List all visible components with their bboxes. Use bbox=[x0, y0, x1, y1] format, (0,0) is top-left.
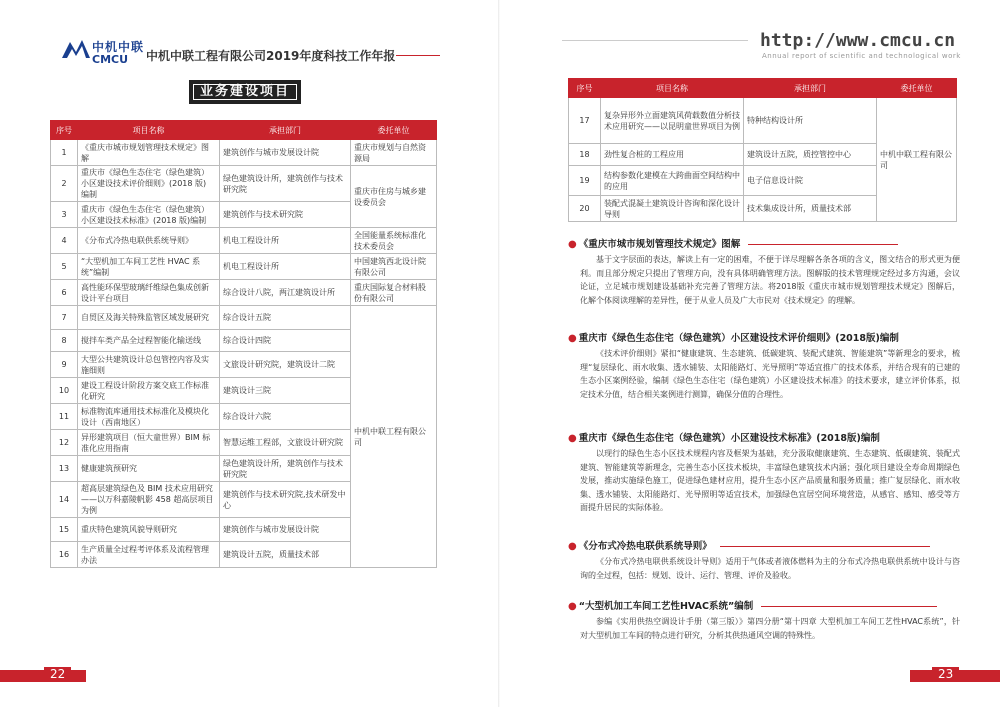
project-name: 重庆特色建筑风貌导则研究 bbox=[78, 518, 220, 542]
row-number: 4 bbox=[51, 228, 78, 254]
project-name: 搅拌车类产品全过程智能化输送线 bbox=[78, 330, 220, 352]
section-body: 《分布式冷热电联供系统设计导则》适用于气体或者液体燃料为主的分布式冷热电联供系统中设计与咨询的全过程，包括：规划、设计、运行、管理、评价及验收。 bbox=[580, 557, 960, 580]
project-name: 《分布式冷热电联供系统导则》 bbox=[78, 228, 220, 254]
bullet-icon: ● bbox=[568, 541, 577, 552]
department: 绿色建筑设计所，建筑创作与技术研究院 bbox=[220, 166, 351, 202]
row-number: 10 bbox=[51, 378, 78, 404]
col-header-name: 项目名称 bbox=[601, 79, 744, 98]
project-name: 标准物流库通用技术标准化及模块化设计（西南地区） bbox=[78, 404, 220, 430]
section-body: 基于文字层面的表达，解读上有一定的困难，不便于详尽理解各条各项的含义，图文结合的形式更为便利。而且部分规定只提出了管理方向，没有具体明确管理方法。图解版的技术管理规定经过多方沟通，会议论证，立足城市规划建设基础补充完善了管理方法。将2018版《重庆市城市规划管理技术规定》图解后，化解个体阅读理解的差异性，便于从业人员及广大市民对《技术规定》的理解。 bbox=[580, 255, 960, 305]
client: 重庆国际复合材料股份有限公司 bbox=[351, 280, 437, 306]
report-subtitle-en: Annual report of scientific and technological work bbox=[762, 52, 961, 60]
row-number: 16 bbox=[51, 542, 78, 568]
project-name: 建设工程设计阶段方案交底工作标准化研究 bbox=[78, 378, 220, 404]
department: 技术集成设计所，质量技术部 bbox=[744, 196, 877, 222]
row-number: 18 bbox=[569, 144, 601, 166]
project-name: 装配式混凝土建筑设计咨询和深化设计导则 bbox=[601, 196, 744, 222]
project-name: “大型机加工车间工艺性 HVAC 系统”编制 bbox=[78, 254, 220, 280]
header-rule bbox=[396, 55, 440, 56]
row-number: 3 bbox=[51, 202, 78, 228]
footer-bar-left bbox=[0, 670, 86, 682]
page-number-left: 22 bbox=[44, 667, 71, 681]
client: 重庆市住房与城乡建设委员会 bbox=[351, 166, 437, 228]
description-section bbox=[568, 598, 960, 642]
department: 绿色建筑设计所，建筑创作与技术研究院 bbox=[220, 456, 351, 482]
table-header-row bbox=[569, 79, 957, 98]
col-header-no: 序号 bbox=[51, 121, 78, 140]
project-name: 重庆市《绿色生态住宅（绿色建筑）小区建设技术评价细则》(2018 版) 编制 bbox=[78, 166, 220, 202]
table-row bbox=[51, 306, 437, 330]
project-name: 自贸区及海关特殊监管区域发展研究 bbox=[78, 306, 220, 330]
website-url: http://www.cmcu.cn bbox=[760, 30, 956, 51]
heading-rule bbox=[720, 546, 930, 547]
section-heading bbox=[568, 236, 960, 250]
project-name: 劲性复合桩的工程应用 bbox=[601, 144, 744, 166]
row-number: 20 bbox=[569, 196, 601, 222]
project-name: 生产质量全过程考评体系及流程管理办法 bbox=[78, 542, 220, 568]
description-section bbox=[568, 330, 960, 401]
table-row bbox=[51, 140, 437, 166]
table-row bbox=[569, 98, 957, 144]
page-number-right: 23 bbox=[932, 667, 959, 681]
department: 建筑创作与技术研究院 bbox=[220, 202, 351, 228]
department: 建筑设计五院，质量技术部 bbox=[220, 542, 351, 568]
section-body: 《技术评价细则》紧扣“健康建筑、生态建筑、低碳建筑、装配式建筑、智能建筑”等新理念的要求，梳理“复层绿化、雨水收集、透水铺装、太阳能路灯、光导照明”等适宜推广的技术体系，并结合现有的已建的生态小区案例经验，编制《绿色生态住宅（绿色建筑）小区建设技术标准》的技术要求，建立评价体系，拟定技术分值，结合相关案例进行测算，确保分值的合理性。 bbox=[580, 349, 960, 399]
row-number: 19 bbox=[569, 166, 601, 196]
department: 建筑创作与城市发展设计院 bbox=[220, 518, 351, 542]
project-name: 《重庆市城市规划管理技术规定》图解 bbox=[78, 140, 220, 166]
bullet-icon: ● bbox=[568, 239, 577, 250]
project-name: 超高层建筑绿色及 BIM 技术应用研究——以万科嘉陵帆影 458 超高层项目为例 bbox=[78, 482, 220, 518]
row-number: 11 bbox=[51, 404, 78, 430]
table-header-row bbox=[51, 121, 437, 140]
description-section bbox=[568, 430, 960, 515]
project-name: 高性能环保型玻璃纤维绿色集成创新设计平台项目 bbox=[78, 280, 220, 306]
section-heading-text: 重庆市《绿色生态住宅（绿色建筑）小区建设技术标准》(2018版)编制 bbox=[578, 433, 880, 444]
department: 综合设计八院，两江建筑设计所 bbox=[220, 280, 351, 306]
row-number: 2 bbox=[51, 166, 78, 202]
description-section bbox=[568, 236, 960, 307]
section-heading-text: 《重庆市城市规划管理技术规定》图解 bbox=[578, 239, 741, 250]
row-number: 5 bbox=[51, 254, 78, 280]
project-name: 重庆市《绿色生态住宅（绿色建筑）小区建设技术标准》(2018 版)编制 bbox=[78, 202, 220, 228]
row-number: 12 bbox=[51, 430, 78, 456]
section-heading-text: 《分布式冷热电联供系统导则》 bbox=[578, 541, 712, 552]
department: 文旅设计研究院，建筑设计二院 bbox=[220, 352, 351, 378]
col-header-client: 委托单位 bbox=[351, 121, 437, 140]
bullet-icon: ● bbox=[568, 601, 577, 612]
department: 综合设计四院 bbox=[220, 330, 351, 352]
header-rule-right bbox=[562, 40, 748, 41]
report-title: 中机中联工程有限公司2019年度科技工作年报 bbox=[146, 49, 396, 63]
row-number: 15 bbox=[51, 518, 78, 542]
client: 中国建筑西北设计院有限公司 bbox=[351, 254, 437, 280]
heading-rule bbox=[748, 244, 898, 245]
col-header-name: 项目名称 bbox=[78, 121, 220, 140]
section-heading bbox=[568, 430, 960, 444]
col-header-client: 委托单位 bbox=[877, 79, 957, 98]
row-number: 13 bbox=[51, 456, 78, 482]
client: 重庆市规划与自然资源局 bbox=[351, 140, 437, 166]
section-body: 参编《实用供热空调设计手册（第三版）》第四分册“第十四章 大型机加工车间工艺性HVAC系统”，针对大型机加工车间的特点进行研究，分析其供热通风空调的特殊性。 bbox=[580, 617, 960, 640]
section-heading-text: “大型机加工车间工艺性HVAC系统”编制 bbox=[578, 601, 754, 612]
section-heading bbox=[568, 598, 960, 612]
section-title bbox=[189, 80, 301, 104]
section-heading bbox=[568, 330, 960, 344]
company-logo bbox=[62, 36, 145, 66]
department: 综合设计五院 bbox=[220, 306, 351, 330]
department: 机电工程设计所 bbox=[220, 228, 351, 254]
row-number: 9 bbox=[51, 352, 78, 378]
bullet-icon: ● bbox=[568, 333, 577, 344]
department: 建筑创作与技术研究院,技术研发中心 bbox=[220, 482, 351, 518]
department: 建筑设计三院 bbox=[220, 378, 351, 404]
project-name: 结构参数化建模在大跨曲面空间结构中的应用 bbox=[601, 166, 744, 196]
client: 中机中联工程有限公司 bbox=[877, 98, 957, 222]
col-header-no: 序号 bbox=[569, 79, 601, 98]
department: 建筑创作与城市发展设计院 bbox=[220, 140, 351, 166]
project-name: 大型公共建筑设计总包管控内容及实施细则 bbox=[78, 352, 220, 378]
project-name: 异形建筑项目（恒大童世界）BIM 标准化应用指南 bbox=[78, 430, 220, 456]
department: 智慧运维工程部，文旅设计研究院 bbox=[220, 430, 351, 456]
table-row bbox=[51, 254, 437, 280]
department: 电子信息设计院 bbox=[744, 166, 877, 196]
section-body: 以现行的绿色生态小区技术规程内容及框架为基础，充分汲取健康建筑、生态建筑、低碳建筑、装配式建筑、智能建筑等新理念，完善生态小区技术板块，丰富绿色建筑技术内涵；强化项目建设全寿命周期绿色发展，推动实施绿色施工，促进绿色建材应用，提升生态小区产品质量和服务质量；推广复层绿化、雨水收集、透水铺装、太阳能路灯、光导照明等适宜技术，加强绿色宜居空间环境营造，从感官、感知、感受等方面提升居民的实际体验。 bbox=[580, 449, 960, 512]
col-header-dept: 承担部门 bbox=[220, 121, 351, 140]
logo-mark-icon bbox=[62, 38, 90, 60]
client: 中机中联工程有限公司 bbox=[351, 306, 437, 568]
project-name: 健康建筑预研究 bbox=[78, 456, 220, 482]
projects-table-left bbox=[50, 120, 437, 568]
table-row bbox=[51, 228, 437, 254]
logo-text-cn: 中机中联 bbox=[92, 40, 145, 54]
section-heading bbox=[568, 538, 960, 552]
row-number: 6 bbox=[51, 280, 78, 306]
row-number: 1 bbox=[51, 140, 78, 166]
bullet-icon: ● bbox=[568, 433, 577, 444]
col-header-dept: 承担部门 bbox=[744, 79, 877, 98]
row-number: 7 bbox=[51, 306, 78, 330]
department: 机电工程设计所 bbox=[220, 254, 351, 280]
section-heading-text: 重庆市《绿色生态住宅（绿色建筑）小区建设技术评价细则》(2018版)编制 bbox=[578, 333, 899, 344]
heading-rule bbox=[761, 606, 937, 607]
department: 综合设计六院 bbox=[220, 404, 351, 430]
department: 建筑设计五院，质控管控中心 bbox=[744, 144, 877, 166]
row-number: 14 bbox=[51, 482, 78, 518]
project-name: 复杂异形外立面建筑风荷载数值分析技术应用研究——以昆明童世界项目为例 bbox=[601, 98, 744, 144]
logo-text-en: CMCU bbox=[92, 53, 129, 66]
table-row bbox=[51, 166, 437, 202]
description-section bbox=[568, 538, 960, 582]
section-title-text: 业务建设项目 bbox=[199, 84, 290, 99]
department: 特种结构设计所 bbox=[744, 98, 877, 144]
row-number: 8 bbox=[51, 330, 78, 352]
row-number: 17 bbox=[569, 98, 601, 144]
client: 全国能量系统标准化技术委员会 bbox=[351, 228, 437, 254]
projects-table-right bbox=[568, 78, 957, 222]
table-row bbox=[51, 280, 437, 306]
